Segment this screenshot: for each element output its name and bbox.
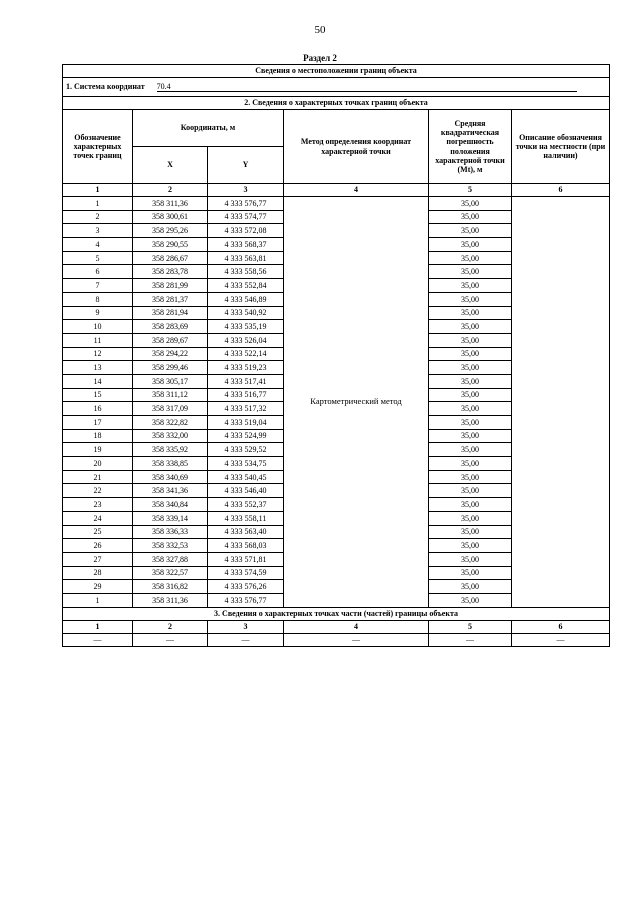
point-number: 6	[63, 265, 133, 279]
point-number: 29	[63, 580, 133, 594]
empty-row	[63, 633, 610, 647]
col-header-method: Метод определения координат характерной точки	[284, 110, 429, 184]
y-coordinate: 4 333 535,19	[208, 320, 284, 334]
x-coordinate: 358 327,88	[133, 552, 208, 566]
x-coordinate: 358 311,36	[133, 197, 208, 211]
point-number: 15	[63, 388, 133, 402]
empty-cell: —	[208, 633, 284, 647]
y-coordinate: 4 333 568,37	[208, 238, 284, 252]
error-value: 35,00	[429, 306, 512, 320]
y-coordinate: 4 333 540,92	[208, 306, 284, 320]
y-coordinate: 4 333 568,03	[208, 539, 284, 553]
error-value: 35,00	[429, 511, 512, 525]
column-number: 2	[133, 184, 208, 197]
empty-cell: —	[284, 633, 429, 647]
column-number-row	[63, 184, 610, 197]
column-number: 5	[429, 620, 512, 633]
x-coordinate: 358 286,67	[133, 251, 208, 265]
column-number: 1	[63, 620, 133, 633]
point-number: 25	[63, 525, 133, 539]
x-coordinate: 358 281,37	[133, 292, 208, 306]
point-number: 18	[63, 429, 133, 443]
error-value: 35,00	[429, 416, 512, 430]
error-value: 35,00	[429, 374, 512, 388]
y-coordinate: 4 333 546,40	[208, 484, 284, 498]
points-section-title: 2. Сведения о характерных точках границ объекта	[63, 97, 610, 110]
boundary-table	[62, 64, 610, 647]
x-coordinate: 358 299,46	[133, 361, 208, 375]
y-coordinate: 4 333 540,45	[208, 470, 284, 484]
col-header-error: Средняя квадратическая погрешность положения характерной точки (Mt), м	[429, 110, 512, 184]
point-number: 13	[63, 361, 133, 375]
point-number: 16	[63, 402, 133, 416]
x-coordinate: 358 340,69	[133, 470, 208, 484]
error-value: 35,00	[429, 197, 512, 211]
column-number: 2	[133, 620, 208, 633]
y-coordinate: 4 333 572,08	[208, 224, 284, 238]
point-number: 24	[63, 511, 133, 525]
y-coordinate: 4 333 529,52	[208, 443, 284, 457]
x-coordinate: 358 305,17	[133, 374, 208, 388]
point-number: 4	[63, 238, 133, 252]
x-coordinate: 358 290,55	[133, 238, 208, 252]
y-coordinate: 4 333 558,11	[208, 511, 284, 525]
error-value: 35,00	[429, 279, 512, 293]
y-coordinate: 4 333 576,77	[208, 593, 284, 607]
x-coordinate: 358 332,53	[133, 539, 208, 553]
error-value: 35,00	[429, 265, 512, 279]
error-value: 35,00	[429, 292, 512, 306]
col-header-coords: Координаты, м	[133, 110, 284, 147]
x-coordinate: 358 311,12	[133, 388, 208, 402]
error-value: 35,00	[429, 429, 512, 443]
error-value: 35,00	[429, 210, 512, 224]
error-value: 35,00	[429, 484, 512, 498]
coord-system-value: 70.4	[157, 82, 577, 92]
y-coordinate: 4 333 524,99	[208, 429, 284, 443]
x-coordinate: 358 339,14	[133, 511, 208, 525]
x-coordinate: 358 311,36	[133, 593, 208, 607]
point-number: 3	[63, 224, 133, 238]
y-coordinate: 4 333 517,41	[208, 374, 284, 388]
x-coordinate: 358 283,78	[133, 265, 208, 279]
y-coordinate: 4 333 563,40	[208, 525, 284, 539]
point-number: 10	[63, 320, 133, 334]
col-header-description: Описание обозначения точки на местности (при наличии)	[512, 110, 610, 184]
error-value: 35,00	[429, 498, 512, 512]
error-value: 35,00	[429, 333, 512, 347]
y-coordinate: 4 333 534,75	[208, 457, 284, 471]
x-coordinate: 358 332,00	[133, 429, 208, 443]
point-number: 23	[63, 498, 133, 512]
empty-cell: —	[133, 633, 208, 647]
error-value: 35,00	[429, 402, 512, 416]
point-number: 26	[63, 539, 133, 553]
point-number: 20	[63, 457, 133, 471]
x-coordinate: 358 322,82	[133, 416, 208, 430]
x-coordinate: 358 283,69	[133, 320, 208, 334]
x-coordinate: 358 300,61	[133, 210, 208, 224]
error-value: 35,00	[429, 224, 512, 238]
point-number: 8	[63, 292, 133, 306]
y-coordinate: 4 333 517,32	[208, 402, 284, 416]
description-cell	[512, 197, 610, 608]
col-header-x: X	[133, 147, 208, 184]
y-coordinate: 4 333 519,04	[208, 416, 284, 430]
x-coordinate: 358 317,09	[133, 402, 208, 416]
column-number: 5	[429, 184, 512, 197]
x-coordinate: 358 338,85	[133, 457, 208, 471]
point-number: 1	[63, 197, 133, 211]
error-value: 35,00	[429, 361, 512, 375]
point-number: 28	[63, 566, 133, 580]
column-number: 3	[208, 620, 284, 633]
point-number: 22	[63, 484, 133, 498]
point-number: 11	[63, 333, 133, 347]
error-value: 35,00	[429, 593, 512, 607]
y-coordinate: 4 333 526,04	[208, 333, 284, 347]
y-coordinate: 4 333 576,77	[208, 197, 284, 211]
column-number: 4	[284, 184, 429, 197]
part-section-row	[63, 607, 610, 620]
col-header-designation: Обозначение характерных точек границ	[63, 110, 133, 184]
x-coordinate: 358 335,92	[133, 443, 208, 457]
y-coordinate: 4 333 552,84	[208, 279, 284, 293]
section-title: Раздел 2	[303, 53, 337, 63]
x-coordinate: 358 281,94	[133, 306, 208, 320]
y-coordinate: 4 333 574,59	[208, 566, 284, 580]
y-coordinate: 4 333 516,77	[208, 388, 284, 402]
column-number: 6	[512, 620, 610, 633]
error-value: 35,00	[429, 347, 512, 361]
error-value: 35,00	[429, 470, 512, 484]
error-value: 35,00	[429, 525, 512, 539]
coord-system-label: 1. Система координат	[66, 81, 145, 91]
point-number: 7	[63, 279, 133, 293]
y-coordinate: 4 333 552,37	[208, 498, 284, 512]
point-number: 5	[63, 251, 133, 265]
y-coordinate: 4 333 546,89	[208, 292, 284, 306]
x-coordinate: 358 294,22	[133, 347, 208, 361]
column-number-row	[63, 620, 610, 633]
error-value: 35,00	[429, 457, 512, 471]
column-number: 6	[512, 184, 610, 197]
error-value: 35,00	[429, 388, 512, 402]
point-number: 27	[63, 552, 133, 566]
x-coordinate: 358 281,99	[133, 279, 208, 293]
y-coordinate: 4 333 522,14	[208, 347, 284, 361]
y-coordinate: 4 333 576,26	[208, 580, 284, 594]
x-coordinate: 358 341,36	[133, 484, 208, 498]
y-coordinate: 4 333 563,81	[208, 251, 284, 265]
error-value: 35,00	[429, 580, 512, 594]
error-value: 35,00	[429, 566, 512, 580]
y-coordinate: 4 333 519,23	[208, 361, 284, 375]
point-number: 1	[63, 593, 133, 607]
column-number: 3	[208, 184, 284, 197]
page-number: 50	[314, 24, 326, 36]
point-number: 14	[63, 374, 133, 388]
x-coordinate: 358 336,33	[133, 525, 208, 539]
method-cell: Картометрический метод	[284, 197, 429, 608]
table-row	[63, 197, 610, 211]
point-number: 2	[63, 210, 133, 224]
x-coordinate: 358 295,26	[133, 224, 208, 238]
x-coordinate: 358 340,84	[133, 498, 208, 512]
column-number: 1	[63, 184, 133, 197]
error-value: 35,00	[429, 251, 512, 265]
y-coordinate: 4 333 574,77	[208, 210, 284, 224]
error-value: 35,00	[429, 238, 512, 252]
empty-cell: —	[63, 633, 133, 647]
error-value: 35,00	[429, 552, 512, 566]
coord-system-row	[63, 78, 610, 97]
error-value: 35,00	[429, 443, 512, 457]
point-number: 9	[63, 306, 133, 320]
section-header: Сведения о местоположении границ объекта	[63, 65, 610, 78]
y-coordinate: 4 333 558,56	[208, 265, 284, 279]
column-number: 4	[284, 620, 429, 633]
empty-cell: —	[512, 633, 610, 647]
part-section-title: 3. Сведения о характерных точках части (частей) границы объекта	[63, 607, 610, 620]
x-coordinate: 358 316,82	[133, 580, 208, 594]
x-coordinate: 358 322,57	[133, 566, 208, 580]
x-coordinate: 358 289,67	[133, 333, 208, 347]
col-header-y: Y	[208, 147, 284, 184]
error-value: 35,00	[429, 539, 512, 553]
error-value: 35,00	[429, 320, 512, 334]
point-number: 19	[63, 443, 133, 457]
point-number: 12	[63, 347, 133, 361]
y-coordinate: 4 333 571,81	[208, 552, 284, 566]
empty-cell: —	[429, 633, 512, 647]
point-number: 21	[63, 470, 133, 484]
point-number: 17	[63, 416, 133, 430]
